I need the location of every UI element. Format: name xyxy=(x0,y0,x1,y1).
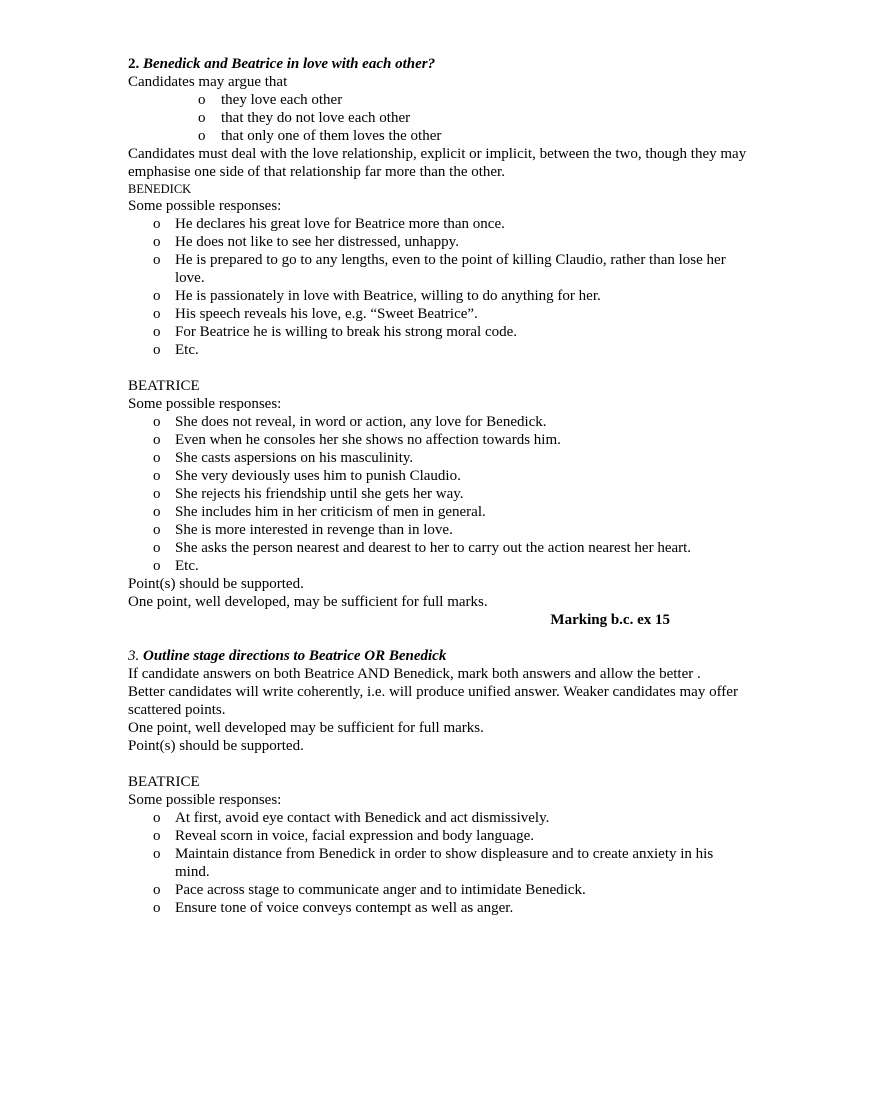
q2-instruction-line-2: emphasise one side of that relationship far more than the other. xyxy=(128,164,505,180)
beatrice-points-list xyxy=(128,413,778,575)
bullet-icon: o xyxy=(153,810,161,826)
list-item: o She casts aspersions on his masculinity. xyxy=(153,450,414,466)
bullet-icon: o xyxy=(198,110,206,126)
list-item: o Reveal scorn in voice, facial expression and body language. xyxy=(153,828,535,844)
list-item: o Etc. xyxy=(153,342,199,358)
question-3-heading xyxy=(128,647,778,665)
list-item: o He does not like to see her distressed, unhappy. xyxy=(153,234,459,250)
bullet-icon: o xyxy=(153,306,161,322)
question-2-number: 2. xyxy=(128,56,140,72)
bullet-icon: o xyxy=(153,828,161,844)
q3-beatrice-points-list xyxy=(128,809,778,917)
list-item: o She includes him in her criticism of men in general. xyxy=(153,504,486,520)
bullet-icon: o xyxy=(198,92,206,108)
benedick-points-list xyxy=(128,215,778,359)
list-item: o He declares his great love for Beatrice more than once. xyxy=(153,216,505,232)
document-page xyxy=(128,55,778,917)
list-item: o She very deviously uses him to punish Claudio. xyxy=(153,468,461,484)
q3-line: If candidate answers on both Beatrice AND Benedick, mark both answers and allow the better . xyxy=(128,666,701,682)
list-item: o For Beatrice he is willing to break his strong moral code. xyxy=(153,324,518,340)
q3-line: Point(s) should be supported. xyxy=(128,738,304,754)
question-2-title: Benedick and Beatrice in love with each other? xyxy=(143,56,436,72)
bullet-icon: o xyxy=(153,342,161,358)
bullet-icon: o xyxy=(153,846,161,862)
bullet-icon: o xyxy=(153,504,161,520)
support-note: Point(s) should be supported. xyxy=(128,576,304,592)
beatrice-label: BEATRICE xyxy=(128,378,200,394)
bullet-icon: o xyxy=(153,540,161,556)
list-item: o Pace across stage to communicate anger and to intimidate Benedick. xyxy=(153,882,586,898)
list-item: o Etc. xyxy=(153,558,199,574)
question-3-number: 3. xyxy=(128,648,140,664)
q3-beatrice-label: BEATRICE xyxy=(128,774,200,790)
list-item: o She does not reveal, in word or action, any love for Benedick. xyxy=(153,414,547,430)
bullet-icon: o xyxy=(153,882,161,898)
list-item: o At first, avoid eye contact with Benedick and act dismissively. xyxy=(153,810,550,826)
list-item: o they love each other xyxy=(198,92,343,108)
bullet-icon: o xyxy=(153,288,161,304)
bullet-icon: o xyxy=(153,414,161,430)
bullet-icon: o xyxy=(153,486,161,502)
q3-beatrice-intro: Some possible responses: xyxy=(128,792,282,808)
question-2-heading xyxy=(128,55,778,73)
list-item: o that they do not love each other xyxy=(198,110,411,126)
list-item: o His speech reveals his love, e.g. “Sweet Beatrice”. xyxy=(153,306,478,322)
bullet-icon: o xyxy=(153,522,161,538)
q2-intro: Candidates may argue that xyxy=(128,74,288,90)
q3-line: scattered points. xyxy=(128,702,226,718)
benedick-intro: Some possible responses: xyxy=(128,198,282,214)
list-item: o He is prepared to go to any lengths, even to the point of killing Claudio, rather than lose her love. xyxy=(153,252,726,286)
bullet-icon: o xyxy=(153,432,161,448)
list-item: o She asks the person nearest and dearest to her to carry out the action nearest her heart. xyxy=(153,540,692,556)
bullet-icon: o xyxy=(153,450,161,466)
bullet-icon: o xyxy=(153,234,161,250)
q2-options-list xyxy=(128,91,778,145)
benedick-label: BENEDICK xyxy=(128,182,192,196)
bullet-icon: o xyxy=(153,216,161,232)
bullet-icon: o xyxy=(198,128,206,144)
list-item: o Ensure tone of voice conveys contempt as well as anger. xyxy=(153,900,514,916)
list-item: o Even when he consoles her she shows no affection towards him. xyxy=(153,432,561,448)
full-marks-note: One point, well developed, may be sufficient for full marks. xyxy=(128,594,488,610)
q2-instruction-line-1: Candidates must deal with the love relationship, explicit or implicit, between the two, though they may xyxy=(128,146,747,162)
bullet-icon: o xyxy=(153,252,161,268)
bullet-icon: o xyxy=(153,558,161,574)
marking-note: Marking b.c. ex 15 xyxy=(550,612,670,628)
q3-line: Better candidates will write coherently, i.e. will produce unified answer. Weaker candidates may offer xyxy=(128,684,738,700)
q3-line: One point, well developed may be sufficient for full marks. xyxy=(128,720,484,736)
bullet-icon: o xyxy=(153,900,161,916)
list-item: o that only one of them loves the other xyxy=(198,128,442,144)
list-item: o Maintain distance from Benedick in order to show displeasure and to create anxiety in his mind. xyxy=(153,846,714,880)
list-item: o She rejects his friendship until she gets her way. xyxy=(153,486,464,502)
list-item: o He is passionately in love with Beatrice, willing to do anything for her. xyxy=(153,288,601,304)
list-item: o She is more interested in revenge than in love. xyxy=(153,522,453,538)
beatrice-intro: Some possible responses: xyxy=(128,396,282,412)
question-3-title: Outline stage directions to Beatrice OR Benedick xyxy=(143,648,447,664)
bullet-icon: o xyxy=(153,324,161,340)
bullet-icon: o xyxy=(153,468,161,484)
